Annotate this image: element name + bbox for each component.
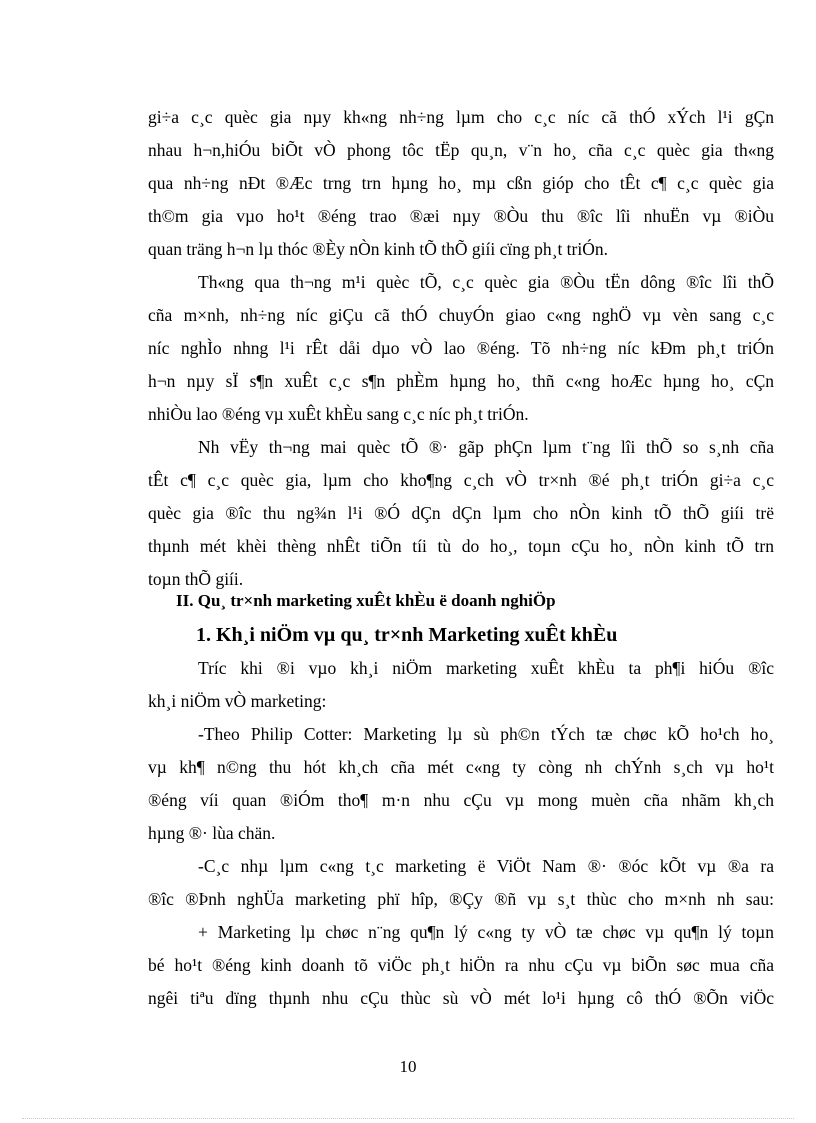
body-text-line: cña m×nh, nh÷ng níc giÇu cã thÓ chuyÓn giao c«ng nghÖ vµ vèn sang c¸c bbox=[148, 305, 774, 325]
page-number: 10 bbox=[399, 1057, 417, 1076]
body-text-line: bé ho¹t ®éng kinh doanh tõ viÖc ph¸t hiÖn ra nhu cÇu vµ biÕn søc mua cña bbox=[148, 955, 774, 975]
body-text-line: ®éng víi quan ®iÓm tho¶ m·n nhu cÇu vµ mong muèn cña nhãm kh¸ch bbox=[148, 790, 774, 810]
body-text-line: hµng ®· lùa chän. bbox=[148, 823, 276, 843]
body-text-line: gi÷a c¸c quèc gia nµy kh«ng nh÷ng lµm cho c¸c níc cã thÓ xÝch l¹i gÇn bbox=[148, 107, 774, 127]
body-text-line: Tríc khi ®i vµo kh¸i niÖm marketing xuÊt khÈu ta ph¶i hiÓu ®îc bbox=[198, 658, 774, 678]
page-bottom-divider bbox=[22, 1118, 794, 1119]
body-text-line: ®îc ®Þnh nghÜa marketing phï hîp, ®Çy ®ñ vµ s¸t thùc cho m×nh nh sau: bbox=[148, 889, 774, 909]
body-text-line: quan träng h¬n lµ thóc ®Èy nÒn kinh tÕ thÕ giíi cïng ph¸t triÓn. bbox=[148, 239, 608, 259]
body-text-line: nhau h¬n,hiÓu biÕt vÒ phong tôc tËp qu¸n, v¨n ho¸ cña c¸c quèc gia th«ng bbox=[148, 140, 774, 160]
body-text-line: -C¸c nhµ lµm c«ng t¸c marketing ë ViÖt Nam ®· ®óc kÕt vµ ®a ra bbox=[198, 856, 774, 876]
body-text-line: Th«ng qua th¬ng m¹i quèc tÕ, c¸c quèc gia ®Òu tËn dông ®îc lîi thÕ bbox=[198, 272, 774, 292]
body-text-line: tÊt c¶ c¸c quèc gia, lµm cho kho¶ng c¸ch vÒ tr×nh ®é ph¸t triÓn gi÷a c¸c bbox=[148, 470, 774, 490]
body-text-line: thµnh mét khèi thèng nhÊt tiÕn tíi tù do ho¸, toµn cÇu ho¸ nÒn kinh tÕ trn bbox=[148, 536, 774, 556]
body-text-line: qua nh÷ng nÐt ®Æc trng trn hµng ho¸ mµ cßn gióp cho tÊt c¶ c¸c quèc gia bbox=[148, 173, 774, 193]
section-heading: II. Qu¸ tr×nh marketing xuÊt khÈu ë doanh nghiÖp bbox=[176, 591, 556, 610]
subsection-heading: 1. Kh¸i niÖm vµ qu¸ tr×nh Marketing xuÊt khÈu bbox=[196, 624, 618, 646]
body-text-line: Nh vËy th¬ng mai quèc tÕ ®· gãp phÇn lµm t¨ng lîi thÕ so s¸nh cña bbox=[198, 437, 774, 457]
body-text-line: + Marketing lµ chøc n¨ng qu¶n lý c«ng ty vÒ tæ chøc vµ qu¶n lý toµn bbox=[198, 922, 774, 942]
body-text-line: vµ kh¶ n©ng thu hót kh¸ch cña mét c«ng ty còng nh chÝnh s¸ch vµ ho¹t bbox=[148, 757, 774, 777]
body-text-line: quèc gia ®îc thu ng¾n l¹i ®Ó dÇn dÇn lµm cho nÒn kinh tÕ thÕ giíi trë bbox=[148, 503, 774, 523]
body-text-line: th©m gia vµo ho¹t ®éng trao ®æi nµy ®Òu thu ®îc lîi nhuËn vµ ®iÒu bbox=[148, 206, 774, 226]
body-text-line: níc nghÌo nhng l¹i rÊt dåi dµo vÒ lao ®éng. Tõ nh÷ng níc kÐm ph¸t triÓn bbox=[148, 338, 774, 358]
body-text-line: kh¸i niÖm vÒ marketing: bbox=[148, 691, 327, 711]
body-text-line: nhiÒu lao ®éng vµ xuÊt khÈu sang c¸c níc ph¸t triÓn. bbox=[148, 404, 529, 424]
body-text-line: toµn thÕ giíi. bbox=[148, 569, 244, 589]
body-text-line: ngêi tiªu dïng thµnh nhu cÇu thùc sù vÒ mét lo¹i hµng cô thÓ ®Õn viÖc bbox=[148, 988, 774, 1008]
body-text-line: h¬n nµy sÏ s¶n xuÊt c¸c s¶n phÈm hµng ho¸ thñ c«ng hoÆc hµng ho¸ cÇn bbox=[148, 371, 774, 391]
body-text-line: -Theo Philip Cotter: Marketing lµ sù ph©n tÝch tæ chøc kÕ ho¹ch ho¸ bbox=[198, 724, 774, 744]
